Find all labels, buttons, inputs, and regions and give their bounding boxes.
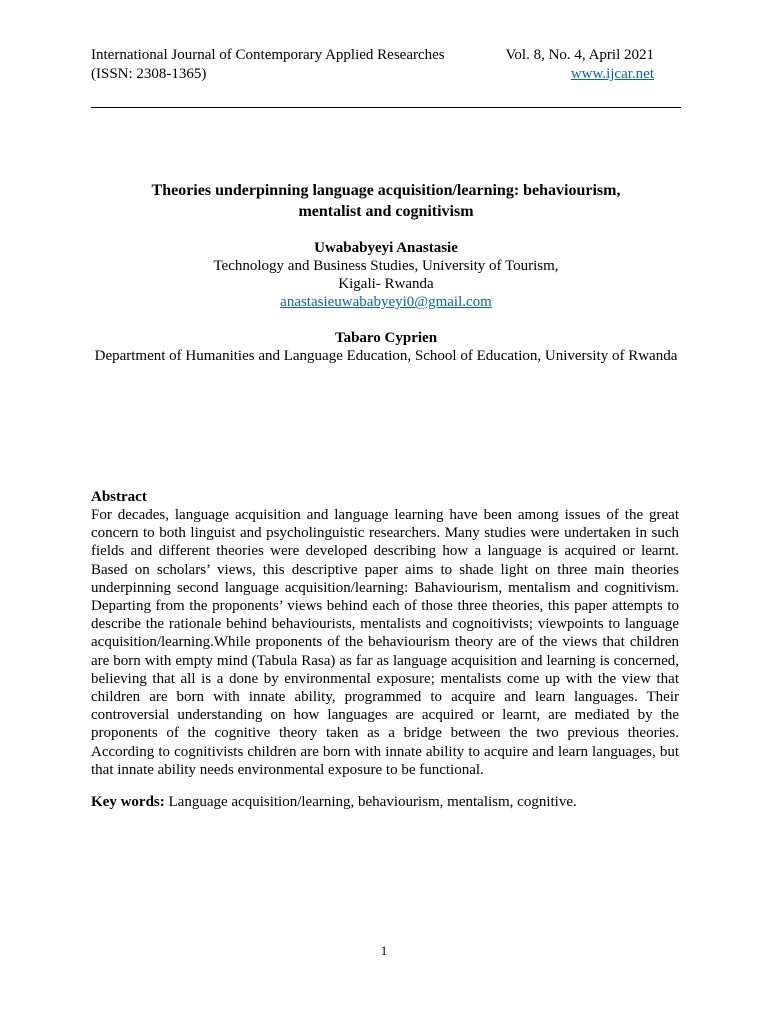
author-block-2 — [91, 329, 681, 365]
header-divider — [91, 107, 681, 108]
journal-name: International Journal of Contemporary Applied Researches — [91, 47, 445, 63]
journal-website-link[interactable]: www.ijcar.net — [570, 66, 654, 82]
abstract-text: For decades, language acquisition and language learning have been among issues of the great concern to both linguist and psycholinguistic researchers. Many studies were undertaken in such fields and different theories were developed describing how a language is acquired or learnt. Based on scholars’ views, this descriptive paper aims to shade light on three main theories underpinning second language acquisition/learning: Bahaviourism, mentalism and cognitivism. Departing from the proponents’ views behind each of those three theories, this paper attempts to describe the rationale behind behaviourists, mentalists and cognoitivists; viewpoints to language acquisition/learning.While proponents of the behaviourism theory are of the views that children are born with empty mind (Tabula Rasa) as far as language acquisition and learning is concerned, believing that all is a done by environmental exposure; mentalists come up with the view that children are born with innate ability, programmed to acquire and learn languages. Their controversial understanding on how languages are acquired or learnt, are mediated by the proponents of the cognitive theory taken as a bridge between the two previous theories. According to cognitivists children are born with innate ability to acquire and learn languages, but that innate ability needs environmental exposure to be functional. — [91, 507, 679, 778]
author-affiliation: Department of Humanities and Language Education, School of Education, University of Rwanda — [94, 348, 678, 364]
author-affiliation: Technology and Business Studies, University of Tourism, — [213, 258, 559, 274]
keywords — [91, 793, 679, 811]
author-name: Tabaro Cyprien — [334, 330, 438, 346]
issue-header — [506, 46, 654, 84]
journal-issn: (ISSN: 2308-1365) — [91, 66, 207, 82]
keywords-text: Language acquisition/learning, behaviourism, mentalism, cognitive. — [164, 794, 577, 810]
author-email-link[interactable]: anastasieuwababyeyi0@gmail.com — [280, 294, 492, 310]
abstract-heading: Abstract — [91, 489, 147, 505]
keywords-label: Key words: — [91, 794, 165, 810]
title-line-2: mentalist and cognitivism — [298, 203, 474, 220]
title-line-1: Theories underpinning language acquisition/learning: behaviourism, — [151, 182, 621, 199]
journal-header — [91, 46, 445, 84]
author-block-1 — [91, 239, 681, 311]
issue-volume: Vol. 8, No. 4, April 2021 — [505, 47, 654, 63]
author-location: Kigali- Rwanda — [338, 276, 434, 292]
page-number: 1 — [380, 943, 388, 958]
paper-title — [91, 180, 681, 222]
author-name: Uwababyeyi Anastasie — [314, 240, 458, 256]
